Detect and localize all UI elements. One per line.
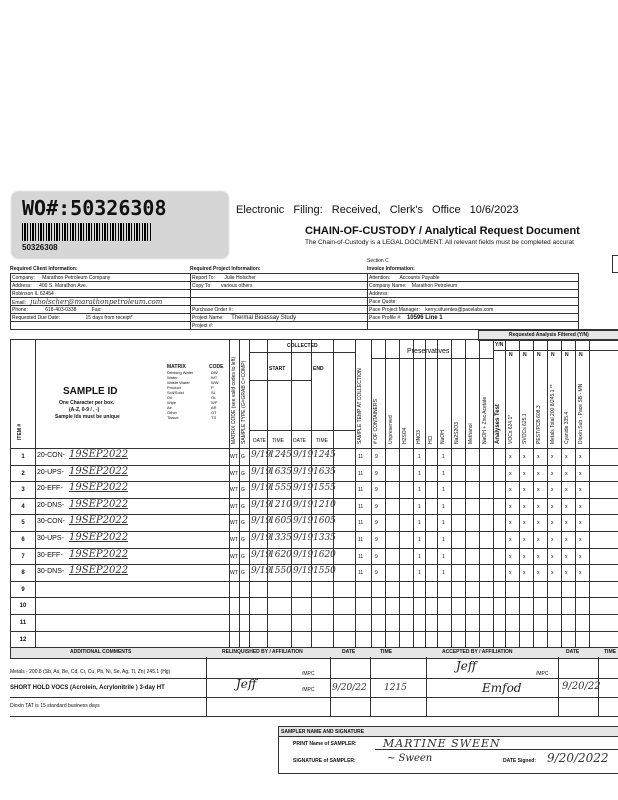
sampler-signature-icon: ~ Sween [387, 753, 433, 764]
sample-temp: 11 [358, 537, 364, 543]
analysis-mark: x [551, 487, 554, 494]
start-date: 9/19 [251, 516, 272, 527]
container-count: 9 [375, 570, 378, 577]
sample-id-prefix: 30-DNS- [37, 568, 65, 576]
matrix-item: Wipe [167, 400, 177, 405]
analysis-mark: x [551, 537, 554, 543]
end-time: 1555 [313, 483, 336, 494]
analysis-mark: x [523, 553, 526, 560]
row-number: 10 [19, 603, 27, 610]
matrix-code: DW [211, 370, 218, 375]
matrix-code: WT [230, 454, 238, 460]
start-time: 1635 [269, 466, 292, 477]
matrix-code: WT [230, 537, 238, 543]
time-label: TIME [316, 438, 328, 444]
analysis-col: Dioxin Sub - Pace SB - MN [578, 383, 584, 444]
temp-col: SAMPLE TEMP AT COLLECTION [357, 368, 363, 444]
sample-type-col: SAMPLE TYPE (G=GRAB C=COMP) [241, 360, 247, 444]
sample-id-prefix: 20-EFF- [37, 485, 63, 493]
matrix-code: WW [211, 380, 219, 385]
sample-id-date: 19SEP2022 [69, 532, 129, 543]
row-number: 9 [21, 586, 25, 593]
matrix-code: TS [211, 415, 217, 420]
container-count: 9 [375, 553, 378, 560]
sample-id-header: SAMPLE ID One Character per box. (A-Z, 0-9 / , -) Sample Ids must be unique [55, 386, 120, 420]
container-count: 9 [375, 487, 378, 494]
unpreserved-count: 1 [418, 503, 421, 510]
sample-type: G [241, 470, 245, 477]
analysis-mark: x [537, 520, 540, 527]
yn-label: Y/N [495, 342, 504, 348]
dioxin-note: Dioxin TAT is 15 standard business days [10, 703, 100, 709]
matrix-item: Oil [167, 395, 172, 400]
pres-col: NaOH + Zinc Acetate [482, 396, 488, 444]
row-number: 8 [21, 570, 25, 577]
analysis-col: SVOCs 625.1 [522, 413, 528, 444]
end-time: 1605 [313, 516, 336, 527]
pres-col: HCl [428, 435, 434, 444]
analysis-flag: N [537, 352, 541, 358]
sample-id-prefix: 30-CON- [37, 518, 66, 526]
section-c-label: Section C [367, 258, 389, 264]
accepted-signature-top-icon: Jeff [456, 659, 477, 673]
analysis-mark: x [523, 570, 526, 577]
coc-subtitle: The Chain-of-Custody is a LEGAL DOCUMENT. All relevant fields must be completed accurat [305, 239, 574, 246]
invoice-profile: 10596 Line 1 [406, 315, 443, 321]
info-block: Required Client Information: Required Project Information: Invoice Information: Company: Marathon Petroleum Company Address: 400 S. Marathon Ave. Robinson IL 62454 Email: juholscher@marathonpetroleum.com Phone: 618-403-0338 Fax: Requested Due Date: 15 days from receipt* Report To: Julie Holscher Copy To: various others Purchase Order #: Project Name: Thermal Bioassay Study Project #: Attention: Accounts Payable Company Name: Marathon Petroleum Address: Pace Quote: Pace Project Manager: kerry.sifuentes@pacelabs.com Pace Profile #: 10596 Line 1 [10, 266, 618, 330]
analysis-mark: x [565, 537, 568, 543]
analysis-col: Metals Total 200.8/245.1 ** [550, 384, 556, 444]
analysis-mark: x [537, 470, 540, 477]
analyses-test-col: Analyses Test [495, 404, 501, 444]
container-count: 9 [375, 470, 378, 477]
sample-temp: 11 [358, 553, 364, 560]
analysis-mark: x [523, 520, 526, 527]
row-number: 4 [21, 503, 25, 510]
client-address: 400 S. Marathon Ave. [39, 283, 88, 289]
row-number: 2 [21, 470, 25, 477]
analysis-mark: x [537, 570, 540, 577]
barcode-number: 50326308 [22, 243, 58, 252]
relinquish-time: 1215 [384, 683, 407, 693]
analysis-mark: x [509, 503, 512, 510]
unpreserved-count: 1 [418, 487, 421, 494]
end-date: 9/19 [293, 533, 314, 543]
sample-type: G [241, 553, 245, 560]
pres-col: Methanol [468, 423, 474, 444]
matrix-code: OT [211, 410, 217, 415]
unpreserved-count: 1 [418, 470, 421, 477]
analysis-mark: x [523, 487, 526, 494]
row-number: 6 [21, 537, 25, 543]
end-date: 9/19 [293, 516, 314, 527]
date-label: DATE [293, 438, 306, 444]
start-date: 9/19 [251, 549, 272, 560]
analysis-mark: x [537, 454, 540, 460]
hcl-count: 1 [442, 553, 445, 560]
analysis-mark: x [537, 487, 540, 494]
analysis-mark: x [509, 553, 512, 560]
analysis-mark: x [509, 570, 512, 577]
matrix-item: Waste Water [167, 380, 190, 385]
sample-table [10, 339, 618, 649]
analysis-flag: N [579, 352, 583, 358]
start-label: START [269, 366, 286, 372]
analysis-mark: x [579, 537, 582, 543]
analysis-mark: x [537, 553, 540, 560]
analysis-mark: x [509, 454, 512, 460]
container-count: 9 [375, 520, 378, 527]
start-date: 9/19 [251, 499, 272, 510]
end-time: 1245 [313, 450, 336, 460]
matrix-code: WT [211, 375, 218, 380]
analysis-mark: x [565, 487, 568, 494]
containers-col: # OF CONTAINERS [373, 399, 379, 444]
sample-id-date: 19SEP2022 [69, 449, 129, 460]
analysis-mark: x [579, 454, 582, 460]
start-date: 9/19 [251, 566, 272, 577]
matrix-code: WT [230, 503, 238, 510]
start-time: 1550 [269, 566, 292, 577]
client-email: juholscher@marathonpetroleum.com [30, 298, 163, 306]
analysis-mark: x [579, 470, 582, 477]
sample-id-date: 19SEP2022 [69, 482, 129, 494]
invoice-company: Marathon Petroleum [411, 283, 458, 289]
analysis-mark: x [551, 520, 554, 527]
hcl-count: 1 [442, 503, 445, 510]
unpreserved-count: 1 [418, 537, 421, 543]
analysis-mark: x [537, 537, 540, 543]
end-date: 9/19 [293, 483, 314, 494]
matrix-item: Other [167, 410, 178, 415]
end-date: 9/19 [293, 466, 314, 477]
project-report: Julie Holscher [224, 275, 256, 281]
end-time: 1335 [313, 533, 336, 543]
preservatives-label: Preservatives [407, 348, 450, 355]
filing-stamp: Electronic Filing: Received, Clerk's Office 10/6/2023 [236, 204, 519, 216]
matrix-code: WT [230, 553, 238, 560]
analysis-mark: x [509, 487, 512, 494]
matrix-code: P [211, 385, 214, 390]
barcode [22, 223, 152, 241]
end-time: 1550 [313, 566, 336, 577]
matrix-code: WT [230, 520, 238, 527]
analysis-mark: x [551, 503, 554, 510]
work-order-sticker [12, 192, 228, 258]
sample-temp: 11 [358, 503, 364, 510]
sample-type: G [241, 520, 245, 527]
container-count: 9 [375, 503, 378, 510]
sampler-print-name: MARTINE SWEEN [383, 737, 501, 750]
start-time: 1210 [269, 499, 292, 510]
matrix-item: Water [167, 375, 178, 380]
sample-id-date: 19SEP2022 [69, 515, 129, 527]
start-date: 9/19 [251, 450, 272, 460]
relinquish-date: 9/20/22 [332, 683, 367, 693]
hcl-count: 1 [442, 470, 445, 477]
matrix-code: OL [211, 395, 217, 400]
unpreserved-count: 1 [418, 570, 421, 577]
analysis-mark: x [551, 570, 554, 577]
pres-col: H2SO4 [402, 427, 408, 444]
sample-type: G [241, 503, 245, 510]
hcl-count: 1 [442, 520, 445, 527]
analysis-flag: N [551, 352, 555, 358]
analysis-mark: x [579, 553, 582, 560]
relinquish-signature-icon: Jeff [236, 677, 257, 691]
matrix-code: WT [230, 487, 238, 494]
end-label: END [313, 366, 324, 372]
sampler-date-signed: 9/20/2022 [547, 751, 609, 765]
sample-id-date: 19SEP2022 [69, 465, 129, 477]
sample-id-prefix: 20-CON- [37, 452, 66, 459]
start-date: 9/19 [251, 533, 272, 543]
accepted-signature-icon: Emfod [482, 681, 522, 695]
sample-temp: 11 [358, 570, 364, 577]
item-header: ITEM # [17, 423, 23, 440]
client-due: 15 days from receipt* [85, 315, 133, 321]
footer-block: ADDITIONAL COMMENTS RELINQUISHED BY / AFFILIATION DATE TIME ACCEPTED BY / AFFILIATION DATE TIME Metals - 200.8 (Sb, As, Be, Cd, Cr, Cu, Pb, Ni, Se, Ag, Tl, Zn) 245.1 (Hg) SHORT HOLD VOCS (Acrolein, Acrylonitrile ) 3-day HT Dioxin TAT is 15 standard business days /MPC /MPC /MPC Jeff Jeff 9/20/22 1215 Emfod 9/20/22 [10, 647, 618, 717]
invoice-pm: kerry.sifuentes@pacelabs.com [425, 307, 494, 313]
matrix-code: WT [230, 570, 238, 577]
start-time: 1245 [269, 450, 292, 460]
start-time: 1335 [269, 533, 292, 543]
project-copy: various others [221, 283, 253, 289]
sample-temp: 11 [358, 487, 364, 494]
collected-label: COLLECTED [287, 343, 318, 349]
analysis-mark: x [565, 520, 568, 527]
row-number: 5 [21, 520, 25, 527]
analysis-col: VOCs 624.1* [508, 414, 514, 444]
analysis-mark: x [523, 470, 526, 477]
pres-col: HNO3 [416, 430, 422, 444]
analysis-mark: x [579, 570, 582, 577]
short-hold-note: SHORT HOLD VOCS (Acrolein, Acrylonitrile ) 3-day HT [10, 685, 165, 691]
sample-type: G [241, 537, 245, 543]
end-time: 1210 [313, 499, 336, 510]
matrix-item: Drinking Water [167, 370, 194, 375]
analysis-mark: x [551, 553, 554, 560]
analysis-col: PEST/PCB 608.3 [536, 405, 542, 444]
analysis-col: Cyanide 335.4 [564, 411, 570, 444]
matrix-legend [165, 364, 225, 424]
sample-type: G [241, 454, 245, 460]
matrix-label: MATRIX [167, 364, 186, 370]
matrix-item: Tissue [167, 415, 179, 420]
sample-temp: 11 [358, 470, 364, 477]
code-label: CODE [209, 364, 224, 370]
analysis-mark: x [579, 487, 582, 494]
end-date: 9/19 [293, 499, 314, 510]
matrix-item: Soil/Solid [167, 390, 184, 395]
unpreserved-count: 1 [418, 454, 421, 460]
analysis-mark: x [523, 454, 526, 460]
matrix-code: AR [211, 405, 217, 410]
container-count: 9 [375, 454, 378, 460]
unpreserved-count: 1 [418, 553, 421, 560]
analysis-mark: x [509, 470, 512, 477]
sample-temp: 11 [358, 520, 364, 527]
sample-type: G [241, 487, 245, 494]
sample-type: G [241, 570, 245, 577]
start-time: 1605 [269, 516, 292, 527]
analysis-mark: x [579, 520, 582, 527]
hcl-count: 1 [442, 537, 445, 543]
date-label: DATE [253, 438, 266, 444]
sample-id-prefix: 30-UPS- [37, 535, 64, 542]
start-time: 1555 [269, 483, 292, 494]
metals-note: Metals - 200.8 (Sb, As, Be, Cd, Cr, Cu, Pb, Ni, Se, Ag, Tl, Zn) 245.1 (Hg) [10, 669, 171, 675]
start-time: 1620 [269, 549, 292, 560]
sample-id-date: 19SEP2022 [69, 548, 129, 560]
requested-analysis-bar: Requested Analysis Filtered (Y/N) [478, 330, 618, 341]
matrix-code-col: MATRIX CODE (see valid codes to left) [231, 356, 237, 444]
analysis-mark: x [523, 537, 526, 543]
sample-id-date: 19SEP2022 [69, 498, 129, 510]
work-order-number: WO#:50326308 [22, 196, 167, 220]
end-time: 1635 [313, 466, 336, 477]
analysis-flag: N [509, 352, 513, 358]
row-number: 1 [21, 454, 25, 460]
end-time: 1620 [313, 549, 336, 560]
time-label: TIME [272, 438, 284, 444]
analysis-mark: x [551, 454, 554, 460]
analysis-flag: N [523, 352, 527, 358]
row-number: 12 [19, 636, 27, 643]
sample-temp: 11 [358, 454, 364, 460]
client-phone: 618-403-0338 [45, 307, 77, 313]
matrix-item: Product [167, 385, 181, 390]
sample-id-prefix: 20-UPS- [37, 468, 64, 476]
analysis-mark: x [509, 537, 512, 543]
hcl-count: 1 [442, 570, 445, 577]
pres-col: NaOH [440, 430, 446, 444]
start-date: 9/19 [251, 483, 272, 494]
unpreserved-count: 1 [418, 520, 421, 527]
analysis-mark: x [565, 553, 568, 560]
matrix-code: WT [230, 470, 238, 477]
end-date: 9/19 [293, 566, 314, 577]
hcl-count: 1 [442, 487, 445, 494]
client-company: Marathon Petroleum Company [42, 275, 111, 281]
analysis-flag: N [565, 352, 569, 358]
sampler-block: SAMPLER NAME AND SIGNATURE PRINT Name of SAMPLER: MARTINE SWEEN SIGNATURE of SAMPLER: ~ Sween DATE Signed: 9/20/2022 [278, 726, 618, 774]
project-name: Thermal Bioassay Study [231, 315, 297, 321]
analysis-mark: x [537, 503, 540, 510]
matrix-code: SL [211, 390, 216, 395]
analysis-mark: x [565, 454, 568, 460]
analysis-mark: x [509, 520, 512, 527]
pres-col: Unpreserved [388, 415, 394, 444]
end-date: 9/19 [293, 450, 314, 460]
analysis-mark: x [565, 470, 568, 477]
sample-id-date: 19SEP2022 [69, 565, 129, 577]
row-number: 7 [21, 553, 25, 560]
client-city: Robinson IL 62454 [12, 291, 54, 297]
sample-id-prefix: 20-DNS- [37, 501, 65, 509]
pres-col: Na2S2O3 [454, 422, 460, 444]
analysis-mark: x [565, 570, 568, 577]
start-date: 9/19 [251, 466, 272, 477]
analysis-mark: x [579, 503, 582, 510]
accepted-date: 9/20/22 [562, 681, 601, 692]
sample-id-prefix: 30-EFF- [37, 551, 63, 559]
container-count: 9 [375, 537, 378, 543]
analysis-mark: x [551, 470, 554, 477]
invoice-attn: Accounts Payable [399, 275, 440, 281]
row-number: 11 [19, 620, 27, 626]
matrix-item: Air [167, 405, 172, 410]
analysis-mark: x [565, 503, 568, 510]
analysis-mark: x [523, 503, 526, 510]
coc-title: CHAIN-OF-CUSTODY / Analytical Request Document [305, 225, 580, 237]
end-date: 9/19 [293, 549, 314, 560]
matrix-code: WP [211, 400, 218, 405]
hcl-count: 1 [442, 454, 445, 460]
row-number: 3 [21, 487, 25, 494]
